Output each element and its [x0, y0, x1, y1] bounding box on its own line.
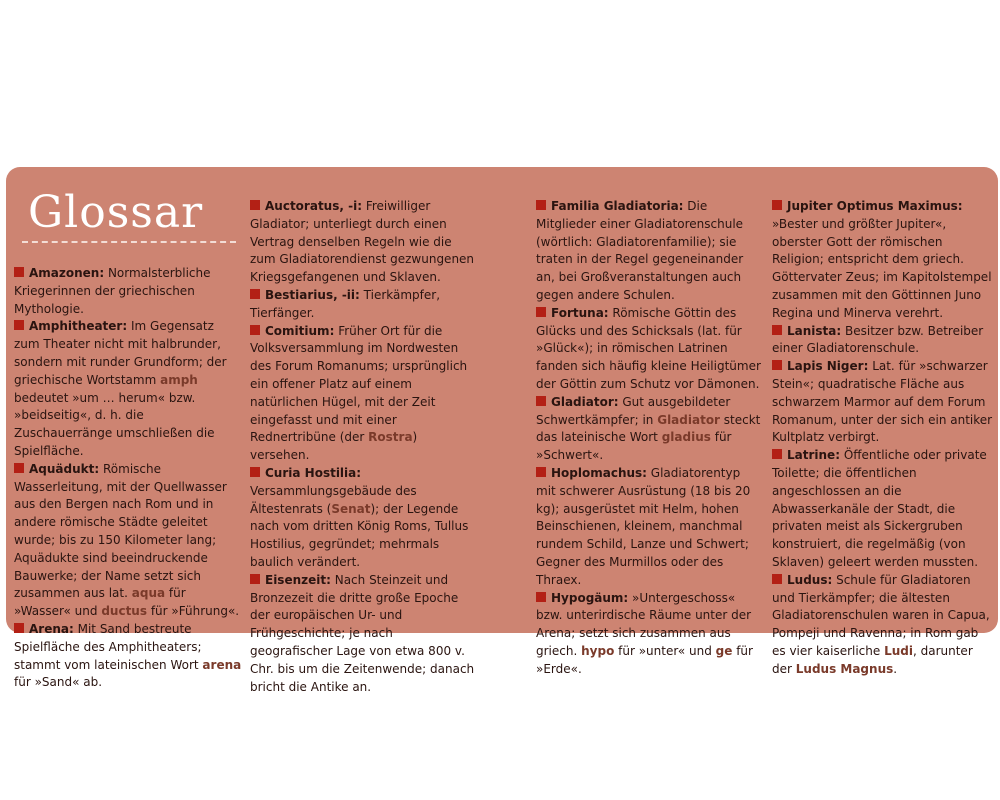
entry-definition-text: für »Sand« ab.	[14, 675, 103, 690]
highlighted-word: arena	[202, 657, 242, 672]
highlighted-word: Rostra	[368, 430, 413, 445]
glossary-entry	[250, 198, 476, 287]
glossary-entry	[772, 323, 994, 359]
glossary-entry	[14, 461, 242, 621]
entry-term: Eisenzeit:	[265, 572, 331, 587]
entry-term: Ludus:	[787, 572, 833, 587]
entry-term: Jupiter Optimus Maximus:	[787, 199, 963, 213]
glossary-column-1	[14, 167, 242, 692]
glossary-column-2	[250, 198, 476, 696]
highlighted-word: Senat	[331, 501, 371, 516]
bullet-square-icon	[14, 320, 24, 330]
highlighted-word: gladius	[661, 430, 711, 445]
entry-term: Gladiator:	[551, 394, 619, 409]
glossary-entry	[14, 318, 242, 460]
entry-term: Amazonen:	[29, 266, 105, 280]
glossary-entry	[536, 465, 762, 590]
entry-definition-text: ); der Legende nach vom dritten König Roms, Tullus Hostilius, gegründet; mehrmals baulich verändert.	[250, 501, 469, 569]
entry-definition-text: Normalsterbliche Kriegerinnen der griechischen Mythologie.	[14, 266, 211, 316]
bullet-square-icon	[772, 200, 782, 210]
entry-term: Lanista:	[787, 323, 842, 338]
entry-definition-text: »Bester und größter Jupiter«, oberster Gott der römischen Religion; entspricht dem griech. Göttervater Zeus; im Kapitolstempel zusammen mit den Göttinnen Juno Regina und Minerva verehrt.	[772, 216, 992, 320]
entry-definition-text: bedeutet »um … herum« bzw. »beidseitig«, d. h. die Zuschauerränge umschließen die Spielfläche.	[14, 390, 215, 458]
highlighted-word: amph	[160, 372, 198, 387]
entry-term: Hypogäum:	[551, 590, 629, 605]
glossary-entry	[536, 590, 762, 679]
entry-definition-text: Schule für Gladiatoren und Tierkämpfer; die ältesten Gladiatorenschulen waren in Capua, Pompeji und Ravenna; in Rom gab es vier kaiserliche	[772, 572, 990, 658]
entry-definition-text: steckt das lateinische Wort	[536, 412, 761, 445]
highlighted-word: Ludus Magnus	[795, 661, 894, 676]
entry-definition-text: Römische Wasserleitung, mit der Quellwasser aus den Bergen nach Rom und in andere römische Städte geleitet wurde; bis zu 150 Kilometer lang; Aquädukte sind beeindruckende Bauwerke; der Name setzt sich zusammen aus lat.	[14, 461, 227, 601]
entry-term: Amphitheater:	[29, 319, 128, 334]
glossary-entry	[536, 394, 762, 465]
entry-definition-text: Lat. für »schwarzer Stein«; quadratische Fläche aus schwarzem Marmor auf dem Forum Romanum, unter der sich ein antiker Kultplatz verbirgt.	[772, 359, 993, 445]
bullet-square-icon	[536, 307, 546, 317]
entry-definition-text: für »Schwert«.	[536, 430, 732, 463]
highlighted-word: ductus	[101, 604, 147, 619]
glossary-entry	[536, 198, 762, 305]
bullet-square-icon	[536, 396, 546, 406]
glossary-column-3	[536, 198, 762, 679]
entry-definition-text: für »Wasser« und	[14, 586, 186, 619]
glossary-entry	[772, 572, 994, 679]
bullet-square-icon	[14, 267, 24, 277]
entry-definition-text: »Untergeschoss« bzw. unterirdische Räume unter der Arena; setzt sich zusammen aus griech.	[536, 590, 752, 658]
glossary-entry	[14, 265, 242, 318]
entry-definition-text: Früher Ort für die Volksversammlung im Nordwesten des Forum Romanums; ursprünglich ein offener Platz auf einem natürlichen Hügel, mit der Zeit eingefasst und mit einer Rednertribüne (der	[250, 323, 468, 445]
entry-definition-text: Nach Steinzeit und Bronzezeit die dritte große Epoche der europäischen Ur- und Frühgeschichte; je nach geografischer Lage von etwa 800 v. Chr. bis um die Zeitenwende; danach bricht die Antike an.	[250, 572, 475, 694]
entry-definition-text: Mit Sand bestreute Spielfläche des Amphitheaters; stammt vom lateinischen Wort	[14, 621, 203, 672]
bullet-square-icon	[250, 574, 260, 584]
glossary-entry	[772, 447, 994, 572]
bullet-square-icon	[772, 449, 782, 459]
entry-term: Comitium:	[265, 323, 335, 338]
entry-term: Familia Gladiatoria:	[551, 199, 684, 213]
bullet-square-icon	[250, 467, 260, 477]
bullet-square-icon	[772, 574, 782, 584]
glossary-entry	[772, 358, 994, 447]
entry-definition-text: Freiwilliger Gladiator; unterliegt durch einen Vertrag denselben Regeln wie die zum Gladiatorendienst gezwungenen Kriegsgefangenen und Sklaven.	[250, 199, 475, 285]
entry-term: Fortuna:	[551, 305, 609, 320]
entry-definition-text: Die Mitglieder einer Gladiatorenschule (wörtlich: Gladiatorenfamilie); sie traten in der Regel gegeneinander an, bei Großveranstaltungen auch gegen andere Schulen.	[536, 199, 744, 302]
bullet-square-icon	[250, 200, 260, 210]
entry-term: Hoplomachus:	[551, 465, 647, 480]
glossary-entry	[250, 572, 476, 697]
glossary-entry	[250, 465, 476, 572]
bullet-square-icon	[772, 325, 782, 335]
highlighted-word: Ludi	[884, 643, 913, 658]
entry-definition-text: Tierkämpfer, Tierfänger.	[250, 287, 441, 320]
entry-definition-text: Im Gegensatz zum Theater nicht mit halbrunder, sondern mit runder Grundform; der griechische Wortstamm	[14, 319, 227, 387]
entry-term: Lapis Niger:	[787, 359, 869, 374]
highlighted-word: Gladiator	[657, 412, 720, 427]
entry-definition-text: Versammlungsgebäude des Ältestenrats (	[250, 483, 417, 516]
bullet-square-icon	[536, 592, 546, 602]
entry-term: Curia Hostilia:	[265, 465, 362, 480]
highlighted-word: aqua	[131, 586, 166, 601]
entry-definition-text: für »Führung«.	[147, 604, 240, 619]
glossary-column-4	[772, 198, 994, 679]
entry-term: Aquädukt:	[29, 461, 100, 476]
glossary-entry	[250, 287, 476, 323]
entry-term: Latrine:	[787, 448, 840, 463]
page-title: Glossar	[28, 187, 204, 238]
entry-term: Arena:	[29, 621, 74, 636]
entry-definition-text: Gut ausgebildeter Schwertkämpfer; in	[536, 394, 731, 427]
glossary-panel	[6, 167, 998, 694]
entry-definition-text: Gladiatorentyp mit schwerer Ausrüstung (18 bis 20 kg); ausgerüstet mit Helm, hohen Beinschienen, kleinem, manchmal rundem Schild, Lanze und Schwert; Gegner des Murmillos oder des Thraex.	[536, 465, 751, 587]
glossary-entry	[250, 323, 476, 465]
bullet-square-icon	[250, 289, 260, 299]
glossary-entry	[536, 305, 762, 394]
entry-term: Auctoratus, -i:	[265, 199, 362, 213]
highlighted-word: hypo	[581, 643, 615, 658]
title-divider	[22, 241, 236, 243]
entry-definition-text: für »unter« und	[614, 643, 716, 658]
bullet-square-icon	[536, 467, 546, 477]
entry-definition-text: .	[893, 661, 898, 676]
entry-term: Bestiarius, -ii:	[265, 287, 360, 302]
entry-definition-text: ) versehen.	[250, 430, 418, 463]
bullet-square-icon	[14, 463, 24, 473]
bullet-square-icon	[536, 200, 546, 210]
bullet-square-icon	[250, 325, 260, 335]
entry-definition-text: für »Erde«.	[536, 643, 753, 676]
entry-definition-text: Öffentliche oder private Toilette; die öffentlichen angeschlossen an die Abwasserkanäle der Stadt, die privaten meist als Sickergruben konstruiert, die regelmäßig (von Sklaven) geleert werden mussten.	[772, 448, 987, 569]
entry-definition-text: Besitzer bzw. Betreiber einer Gladiatorenschule.	[772, 323, 984, 356]
highlighted-word: ge	[715, 643, 733, 658]
glossary-entry	[14, 621, 242, 692]
entry-definition-text: , darunter der	[772, 643, 973, 676]
bullet-square-icon	[14, 623, 24, 633]
entry-definition-text: Römische Göttin des Glücks und des Schicksals (lat. für »Glück«); in römischen Latrinen fanden sich häufig kleine Heiligtümer der Göttin zum Schutz vor Dämonen.	[536, 305, 761, 391]
glossary-entry	[772, 198, 994, 323]
bullet-square-icon	[772, 360, 782, 370]
